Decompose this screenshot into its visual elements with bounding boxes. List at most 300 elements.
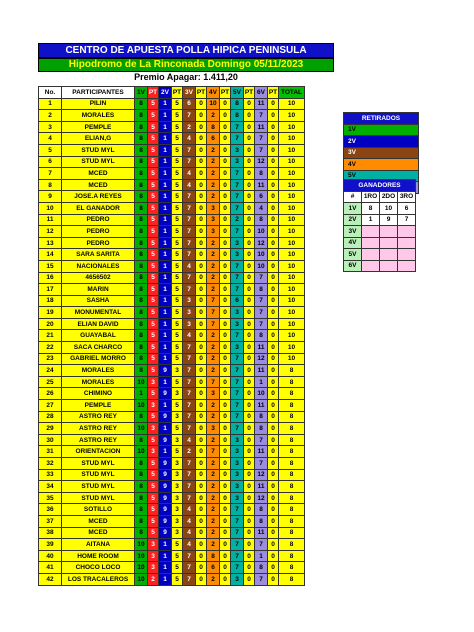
table-row <box>39 330 305 342</box>
row-number: 12 <box>39 226 62 238</box>
row-number: 26 <box>39 388 62 400</box>
pick-cell: 3 <box>207 214 220 226</box>
points-cell: 5 <box>172 144 183 156</box>
points-cell: 5 <box>172 562 183 574</box>
points-cell: 5 <box>172 260 183 272</box>
points-cell: 3 <box>172 515 183 527</box>
points-cell: 0 <box>196 376 207 388</box>
total-cell: 8 <box>279 376 305 388</box>
total-cell: 8 <box>279 434 305 446</box>
ganadores-row <box>344 214 416 226</box>
pick-cell: 7 <box>183 376 196 388</box>
row-number: 32 <box>39 458 62 470</box>
points-cell: 0 <box>220 515 231 527</box>
pick-cell: 2 <box>207 527 220 539</box>
points-cell: 0 <box>244 214 255 226</box>
pick-cell: 7 <box>183 492 196 504</box>
total-cell: 8 <box>279 469 305 481</box>
total-cell: 8 <box>279 423 305 435</box>
pick-cell: 8 <box>135 121 148 133</box>
row-number: 4 <box>39 133 62 145</box>
pick-cell: 8 <box>135 179 148 191</box>
points-cell: 5 <box>148 144 159 156</box>
participant-name: ASTRO REY <box>62 411 135 423</box>
row-number: 29 <box>39 423 62 435</box>
participant-name: HOME ROOM <box>62 550 135 562</box>
points-cell: 5 <box>172 226 183 238</box>
pick-cell: 2 <box>207 573 220 585</box>
total-cell: 8 <box>279 539 305 551</box>
pick-cell: 8 <box>255 168 268 180</box>
points-cell: 5 <box>148 98 159 110</box>
pick-cell: 4 <box>183 527 196 539</box>
pick-cell: 10 <box>135 539 148 551</box>
pick-cell: 7 <box>231 504 244 516</box>
pick-cell: 2 <box>207 365 220 377</box>
table-row <box>39 249 305 261</box>
total-cell: 10 <box>279 272 305 284</box>
points-cell: 5 <box>148 527 159 539</box>
points-cell: 0 <box>196 434 207 446</box>
pick-cell: 8 <box>231 110 244 122</box>
pick-cell: 2 <box>207 539 220 551</box>
points-cell: 0 <box>268 226 279 238</box>
pick-cell: 4 <box>183 539 196 551</box>
participant-name: STUD MYL <box>62 156 135 168</box>
pick-cell: 7 <box>231 179 244 191</box>
points-cell: 0 <box>244 98 255 110</box>
pick-cell: 7 <box>207 446 220 458</box>
table-row <box>39 133 305 145</box>
points-cell: 0 <box>244 376 255 388</box>
points-cell: 0 <box>220 260 231 272</box>
points-cell: 5 <box>172 237 183 249</box>
participant-name: PILIN <box>62 98 135 110</box>
ganadores-place-cell <box>398 260 416 272</box>
points-cell: 5 <box>172 133 183 145</box>
participant-name: MCED <box>62 168 135 180</box>
pick-cell: 8 <box>135 237 148 249</box>
pick-cell: 1 <box>159 295 172 307</box>
table-row <box>39 469 305 481</box>
points-cell: 0 <box>220 226 231 238</box>
pick-cell: 9 <box>159 481 172 493</box>
total-cell: 10 <box>279 260 305 272</box>
row-number: 39 <box>39 539 62 551</box>
points-cell: 0 <box>244 237 255 249</box>
pick-cell: 1 <box>159 400 172 412</box>
points-cell: 5 <box>148 121 159 133</box>
pick-cell: 8 <box>135 469 148 481</box>
ganadores-place-cell <box>398 249 416 261</box>
pick-cell: 8 <box>135 411 148 423</box>
row-number: 11 <box>39 214 62 226</box>
table-row <box>39 260 305 272</box>
pick-cell: 7 <box>255 295 268 307</box>
pick-cell: 8 <box>135 515 148 527</box>
pick-cell: 1 <box>159 260 172 272</box>
row-number: 35 <box>39 492 62 504</box>
points-cell: 5 <box>172 295 183 307</box>
row-number: 21 <box>39 330 62 342</box>
pick-cell: 3 <box>231 237 244 249</box>
points-cell: 0 <box>220 365 231 377</box>
points-cell: 0 <box>220 458 231 470</box>
participant-name: MORALES <box>62 110 135 122</box>
points-cell: 0 <box>220 156 231 168</box>
participant-name: MCED <box>62 527 135 539</box>
pick-cell: 3 <box>207 226 220 238</box>
pick-cell: 2 <box>207 144 220 156</box>
pick-cell: 7 <box>183 202 196 214</box>
points-cell: 5 <box>172 376 183 388</box>
points-cell: 2 <box>148 573 159 585</box>
total-cell: 10 <box>279 214 305 226</box>
table-row <box>39 515 305 527</box>
pick-cell: 7 <box>183 237 196 249</box>
pick-cell: 8 <box>135 144 148 156</box>
points-cell: 0 <box>220 110 231 122</box>
pick-cell: 7 <box>183 214 196 226</box>
points-cell: 0 <box>196 411 207 423</box>
points-cell: 0 <box>268 272 279 284</box>
total-cell: 10 <box>279 179 305 191</box>
pick-cell: 11 <box>255 121 268 133</box>
total-cell: 10 <box>279 191 305 203</box>
participant-name: MCED <box>62 515 135 527</box>
pick-cell: 8 <box>135 318 148 330</box>
points-cell: 5 <box>172 168 183 180</box>
points-cell: 5 <box>172 400 183 412</box>
pick-cell: 7 <box>231 272 244 284</box>
pick-cell: 2 <box>207 434 220 446</box>
pick-cell: 7 <box>183 144 196 156</box>
points-cell: 5 <box>172 272 183 284</box>
points-cell: 3 <box>172 469 183 481</box>
pick-cell: 7 <box>207 376 220 388</box>
points-cell: 0 <box>196 295 207 307</box>
points-cell: 0 <box>220 295 231 307</box>
pick-cell: 7 <box>183 423 196 435</box>
pick-cell: 2 <box>231 214 244 226</box>
pick-cell: 7 <box>183 353 196 365</box>
row-number: 15 <box>39 260 62 272</box>
points-cell: 0 <box>268 330 279 342</box>
pick-cell: 2 <box>207 249 220 261</box>
pick-cell: 1 <box>159 353 172 365</box>
ganadores-place-cell <box>398 237 416 249</box>
pick-cell: 4 <box>183 330 196 342</box>
pick-cell: 4 <box>183 179 196 191</box>
pick-cell: 8 <box>135 342 148 354</box>
participant-name: PEMPLE <box>62 121 135 133</box>
points-cell: 0 <box>268 434 279 446</box>
points-cell: 0 <box>196 168 207 180</box>
points-cell: 0 <box>196 156 207 168</box>
points-cell: 0 <box>268 284 279 296</box>
points-cell: 0 <box>196 179 207 191</box>
points-cell: 5 <box>148 434 159 446</box>
points-cell: 0 <box>244 469 255 481</box>
points-cell: 0 <box>220 342 231 354</box>
retirados-race-label: 4V <box>344 159 419 171</box>
points-cell: 5 <box>148 458 159 470</box>
pick-cell: 7 <box>231 353 244 365</box>
ganadores-place-cell <box>380 260 398 272</box>
points-cell: 0 <box>196 342 207 354</box>
points-cell: 3 <box>172 434 183 446</box>
points-cell: 5 <box>148 307 159 319</box>
column-header: 2V <box>159 87 172 99</box>
points-cell: 0 <box>268 400 279 412</box>
pick-cell: 7 <box>183 110 196 122</box>
points-cell: 5 <box>148 330 159 342</box>
points-cell: 0 <box>268 237 279 249</box>
pick-cell: 8 <box>135 98 148 110</box>
pick-cell: 12 <box>255 353 268 365</box>
points-cell: 3 <box>172 388 183 400</box>
points-cell: 0 <box>244 260 255 272</box>
points-cell: 0 <box>196 133 207 145</box>
points-cell: 5 <box>172 446 183 458</box>
pick-cell: 7 <box>183 573 196 585</box>
points-cell: 5 <box>172 284 183 296</box>
points-cell: 3 <box>172 411 183 423</box>
pick-cell: 10 <box>135 400 148 412</box>
pick-cell: 9 <box>159 434 172 446</box>
pick-cell: 7 <box>231 260 244 272</box>
pick-cell: 12 <box>255 237 268 249</box>
participant-name: SARA SARITA <box>62 249 135 261</box>
points-cell: 0 <box>220 423 231 435</box>
points-cell: 5 <box>172 550 183 562</box>
pick-cell: 10 <box>207 98 220 110</box>
points-cell: 5 <box>172 573 183 585</box>
pick-cell: 1 <box>159 202 172 214</box>
pick-cell: 10 <box>135 376 148 388</box>
pick-cell: 1 <box>159 562 172 574</box>
pick-cell: 2 <box>183 446 196 458</box>
points-cell: 0 <box>196 539 207 551</box>
pick-cell: 1 <box>159 226 172 238</box>
points-cell: 0 <box>196 191 207 203</box>
retirados-race-label: 5V <box>344 170 419 182</box>
total-cell: 8 <box>279 458 305 470</box>
pick-cell: 2 <box>207 330 220 342</box>
row-number: 40 <box>39 550 62 562</box>
pick-cell: 10 <box>255 260 268 272</box>
column-header: PT <box>244 87 255 99</box>
ganadores-race-label: 6V <box>344 260 362 272</box>
points-cell: 0 <box>220 144 231 156</box>
pick-cell: 1 <box>159 342 172 354</box>
points-cell: 0 <box>220 237 231 249</box>
points-cell: 0 <box>268 110 279 122</box>
pick-cell: 7 <box>255 458 268 470</box>
points-cell: 0 <box>196 515 207 527</box>
participant-name: STUD MYL <box>62 144 135 156</box>
pick-cell: 1 <box>159 156 172 168</box>
total-cell: 8 <box>279 504 305 516</box>
pick-cell: 7 <box>255 110 268 122</box>
points-cell: 0 <box>196 353 207 365</box>
pick-cell: 2 <box>207 237 220 249</box>
participant-name: NACIONALES <box>62 260 135 272</box>
points-cell: 3 <box>172 365 183 377</box>
pick-cell: 3 <box>207 202 220 214</box>
pick-cell: 4 <box>183 515 196 527</box>
pick-cell: 7 <box>231 388 244 400</box>
table-row <box>39 492 305 504</box>
total-cell: 8 <box>279 446 305 458</box>
points-cell: 3 <box>148 562 159 574</box>
points-cell: 0 <box>196 98 207 110</box>
pick-cell: 1 <box>159 376 172 388</box>
ganadores-place-cell: 8 <box>362 203 380 215</box>
pick-cell: 2 <box>207 400 220 412</box>
points-cell: 0 <box>196 562 207 574</box>
pick-cell: 8 <box>135 504 148 516</box>
table-row <box>39 110 305 122</box>
points-cell: 0 <box>268 446 279 458</box>
points-cell: 0 <box>196 469 207 481</box>
pick-cell: 10 <box>135 573 148 585</box>
points-cell: 5 <box>172 307 183 319</box>
row-number: 16 <box>39 272 62 284</box>
table-row <box>39 434 305 446</box>
retirados-row <box>344 159 419 171</box>
points-cell: 0 <box>220 469 231 481</box>
pick-cell: 11 <box>255 527 268 539</box>
ganadores-row <box>344 260 416 272</box>
points-cell: 0 <box>196 249 207 261</box>
pick-cell: 7 <box>231 411 244 423</box>
pick-cell: 9 <box>159 365 172 377</box>
pick-cell: 2 <box>207 168 220 180</box>
row-number: 28 <box>39 411 62 423</box>
pick-cell: 7 <box>183 342 196 354</box>
pick-cell: 7 <box>231 423 244 435</box>
total-cell: 8 <box>279 365 305 377</box>
column-header: No. <box>39 87 62 99</box>
points-cell: 0 <box>268 214 279 226</box>
ganadores-row <box>344 249 416 261</box>
row-number: 41 <box>39 562 62 574</box>
row-number: 30 <box>39 434 62 446</box>
points-cell: 5 <box>148 202 159 214</box>
points-cell: 0 <box>220 527 231 539</box>
ganadores-column-header: 1RO <box>362 191 380 203</box>
points-cell: 0 <box>244 342 255 354</box>
points-cell: 0 <box>244 458 255 470</box>
points-cell: 5 <box>172 202 183 214</box>
points-cell: 5 <box>148 260 159 272</box>
total-cell: 10 <box>279 133 305 145</box>
retirados-row <box>344 136 419 148</box>
pick-cell: 8 <box>135 226 148 238</box>
points-cell: 0 <box>244 527 255 539</box>
points-cell: 5 <box>148 411 159 423</box>
pick-cell: 7 <box>183 284 196 296</box>
pick-cell: 3 <box>231 446 244 458</box>
points-cell: 0 <box>244 249 255 261</box>
ganadores-column-header: 3RO <box>398 191 416 203</box>
row-number: 20 <box>39 318 62 330</box>
points-cell: 0 <box>244 423 255 435</box>
points-cell: 0 <box>196 272 207 284</box>
points-cell: 0 <box>268 423 279 435</box>
row-number: 18 <box>39 295 62 307</box>
pick-cell: 1 <box>159 330 172 342</box>
ganadores-race-label: 4V <box>344 237 362 249</box>
pick-cell: 2 <box>183 121 196 133</box>
ganadores-place-cell <box>398 226 416 238</box>
table-row <box>39 388 305 400</box>
participant-name: STUD MYL <box>62 481 135 493</box>
participants-table <box>38 86 305 586</box>
retirados-row <box>344 124 419 136</box>
pick-cell: 1 <box>159 237 172 249</box>
ganadores-race-label: 2V <box>344 214 362 226</box>
points-cell: 5 <box>148 469 159 481</box>
points-cell: 5 <box>172 423 183 435</box>
table-row <box>39 202 305 214</box>
ganadores-table <box>343 179 416 272</box>
points-cell: 0 <box>220 214 231 226</box>
pick-cell: 4 <box>183 504 196 516</box>
points-cell: 0 <box>220 98 231 110</box>
pick-cell: 7 <box>231 202 244 214</box>
column-header: 4V <box>207 87 220 99</box>
points-cell: 5 <box>148 156 159 168</box>
pick-cell: 7 <box>231 121 244 133</box>
pick-cell: 1 <box>159 272 172 284</box>
points-cell: 0 <box>244 562 255 574</box>
pick-cell: 7 <box>231 400 244 412</box>
points-cell: 5 <box>148 133 159 145</box>
pick-cell: 4 <box>183 434 196 446</box>
points-cell: 0 <box>196 492 207 504</box>
participant-name: MARIN <box>62 284 135 296</box>
total-cell: 8 <box>279 515 305 527</box>
ganadores-race-label: 3V <box>344 226 362 238</box>
participant-name: SASHA <box>62 295 135 307</box>
total-cell: 10 <box>279 110 305 122</box>
points-cell: 0 <box>196 365 207 377</box>
points-cell: 0 <box>220 202 231 214</box>
points-cell: 5 <box>148 365 159 377</box>
ganadores-place-cell <box>362 226 380 238</box>
total-cell: 10 <box>279 98 305 110</box>
row-number: 13 <box>39 237 62 249</box>
pick-cell: 7 <box>255 133 268 145</box>
pick-cell: 1 <box>159 446 172 458</box>
pick-cell: 11 <box>255 342 268 354</box>
ganadores-row <box>344 203 416 215</box>
ganadores-place-cell: 6 <box>398 203 416 215</box>
points-cell: 0 <box>268 179 279 191</box>
column-header: PT <box>148 87 159 99</box>
pick-cell: 2 <box>207 191 220 203</box>
points-cell: 0 <box>244 400 255 412</box>
pick-cell: 2 <box>207 179 220 191</box>
pick-cell: 2 <box>207 481 220 493</box>
participant-name: LOS TRACALEROS <box>62 573 135 585</box>
ganadores-place-cell <box>362 237 380 249</box>
pick-cell: 8 <box>255 515 268 527</box>
pick-cell: 7 <box>231 539 244 551</box>
points-cell: 0 <box>268 504 279 516</box>
